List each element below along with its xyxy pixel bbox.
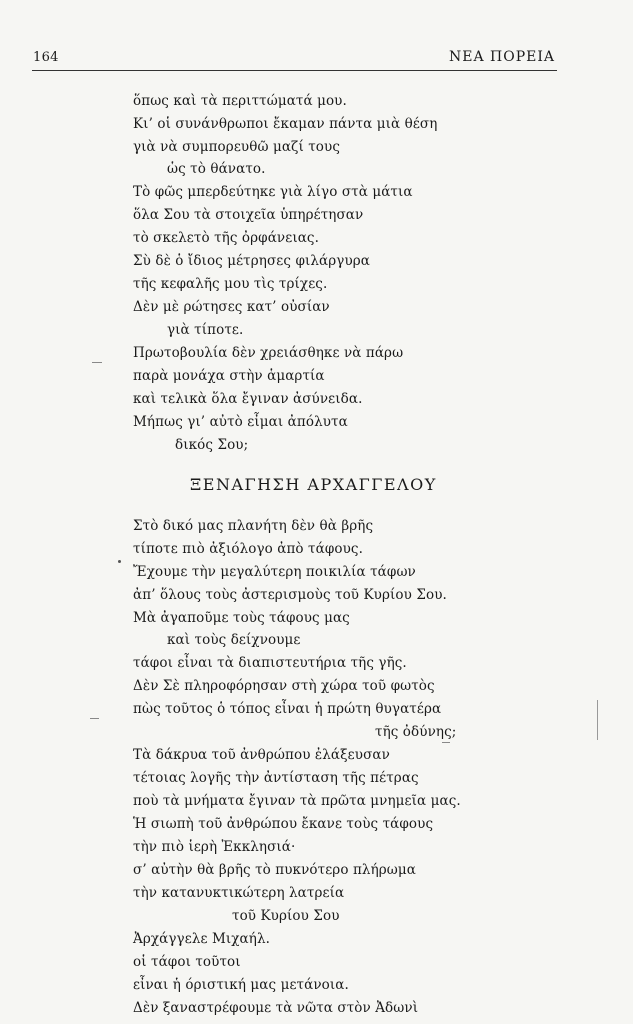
poem-line: Τὸ φῶς μπερδεύτηκε γιὰ λίγο στὰ μάτια	[133, 184, 413, 200]
poem-line: ποὺ τὰ μνήματα ἔγιναν τὰ πρῶτα μνημεῖα μας.	[133, 793, 461, 809]
poem-line: Πρωτοβουλία δὲν χρειάσθηκε νὰ πάρω	[133, 345, 404, 361]
poem-line: τῆς ὀδύνης;	[375, 724, 457, 740]
scan-mark	[442, 742, 450, 743]
poem-line: Σὺ δὲ ὁ ἴδιος μέτρησες φιλάργυρα	[133, 253, 371, 269]
poem-line: τίποτε πιὸ ἀξιόλογο ἀπὸ τάφους.	[133, 541, 363, 557]
header-rule	[32, 70, 557, 71]
poem-line: τὴν πιὸ ἱερὴ Ἐκκλησιά·	[133, 839, 296, 855]
poem-line: οἱ τάφοι τοῦτοι	[133, 954, 241, 970]
poem-line: Δὲν Σὲ πληροφόρησαν στὴ χώρα τοῦ φωτὸς	[133, 678, 435, 694]
poem-line: τῆς κεφαλῆς μου τὶς τρίχες.	[133, 276, 328, 292]
page-number: 164	[33, 50, 59, 65]
poem-line: γιὰ τίποτε.	[167, 322, 244, 338]
poem-line: ὡς τὸ θάνατο.	[167, 161, 266, 177]
poem-line: Δὲν μὲ ρώτησες κατ’ οὐσίαν	[133, 299, 330, 315]
poem-line: Μὰ ἀγαποῦμε τοὺς τάφους μας	[133, 610, 350, 626]
scan-speck	[118, 560, 121, 563]
poem-title: ΞΕΝΑΓΗΣΗ ΑΡΧΑΓΓΕΛΟΥ	[190, 475, 437, 494]
scan-mark	[92, 362, 102, 363]
poem-line: τέτοιας λογῆς τὴν ἀντίσταση τῆς πέτρας	[133, 770, 419, 786]
poem-line: εἶναι ἡ όριστική μας μετάνοια.	[133, 977, 349, 993]
poem-line: τὸ σκελετὸ τῆς ὀρφάνειας.	[133, 230, 319, 246]
poem-line: Ἀρχάγγελε Μιχαήλ.	[133, 931, 271, 947]
poem-line: παρὰ μονάχα στὴν ἁμαρτία	[133, 368, 325, 384]
poem-line: τάφοι εἶναι τὰ διαπιστευτήρια τῆς γῆς.	[133, 655, 407, 671]
poem-line: ἀπ’ ὅλους τοὺς ἀστερισμοὺς τοῦ Κυρίου Σου.	[133, 587, 447, 603]
running-head: ΝΕΑ ΠΟΡΕΙΑ	[449, 49, 555, 65]
poem-line: Κι’ οἱ συνάνθρωποι ἔκαμαν πάντα μιὰ θέση	[133, 116, 438, 132]
scan-mark	[90, 718, 99, 719]
poem-line: καὶ τοὺς δείχνουμε	[167, 632, 301, 648]
poem-line: γιὰ νὰ συμπορευθῶ μαζί τους	[133, 139, 340, 155]
poem-line: Δὲν ξαναστρέφουμε τὰ νῶτα στὸν Ἀδωνὶ	[133, 1000, 419, 1016]
poem-line: πὼς τοῦτος ὁ τόπος εἶναι ἡ πρώτη θυγατέρα	[133, 701, 442, 717]
poem-line: καὶ τελικὰ ὅλα ἔγιναν ἀσύνειδα.	[133, 391, 363, 407]
poem-line: ὅλα Σου τὰ στοιχεῖα ὑπηρέτησαν	[133, 207, 364, 223]
scan-edge-mark	[597, 700, 598, 740]
poem-line: Στὸ δικό μας πλανήτη δὲν θὰ βρῆς	[133, 518, 374, 534]
poem-line: Τὰ δάκρυα τοῦ ἀνθρώπου ἐλάξευσαν	[133, 747, 390, 763]
poem-line: Ἡ σιωπὴ τοῦ ἀνθρώπου ἔκανε τοὺς τάφους	[133, 816, 434, 832]
poem-line: Ἔχουμε τὴν μεγαλύτερη ποικιλία τάφων	[133, 564, 416, 580]
poem-line: σ’ αὐτὴν θὰ βρῆς τὸ πυκνότερο πλήρωμα	[133, 862, 417, 878]
poem-line: Μήπως γι’ αὐτὸ εἶμαι ἀπόλυτα	[133, 414, 348, 430]
poem-line: τοῦ Κυρίου Σου	[232, 908, 340, 924]
poem-line: τὴν κατανυκτικώτερη λατρεία	[133, 885, 345, 901]
poem-line: δικός Σου;	[175, 437, 249, 453]
poem-line: ὅπως καὶ τὰ περιττώματά μου.	[133, 93, 347, 109]
